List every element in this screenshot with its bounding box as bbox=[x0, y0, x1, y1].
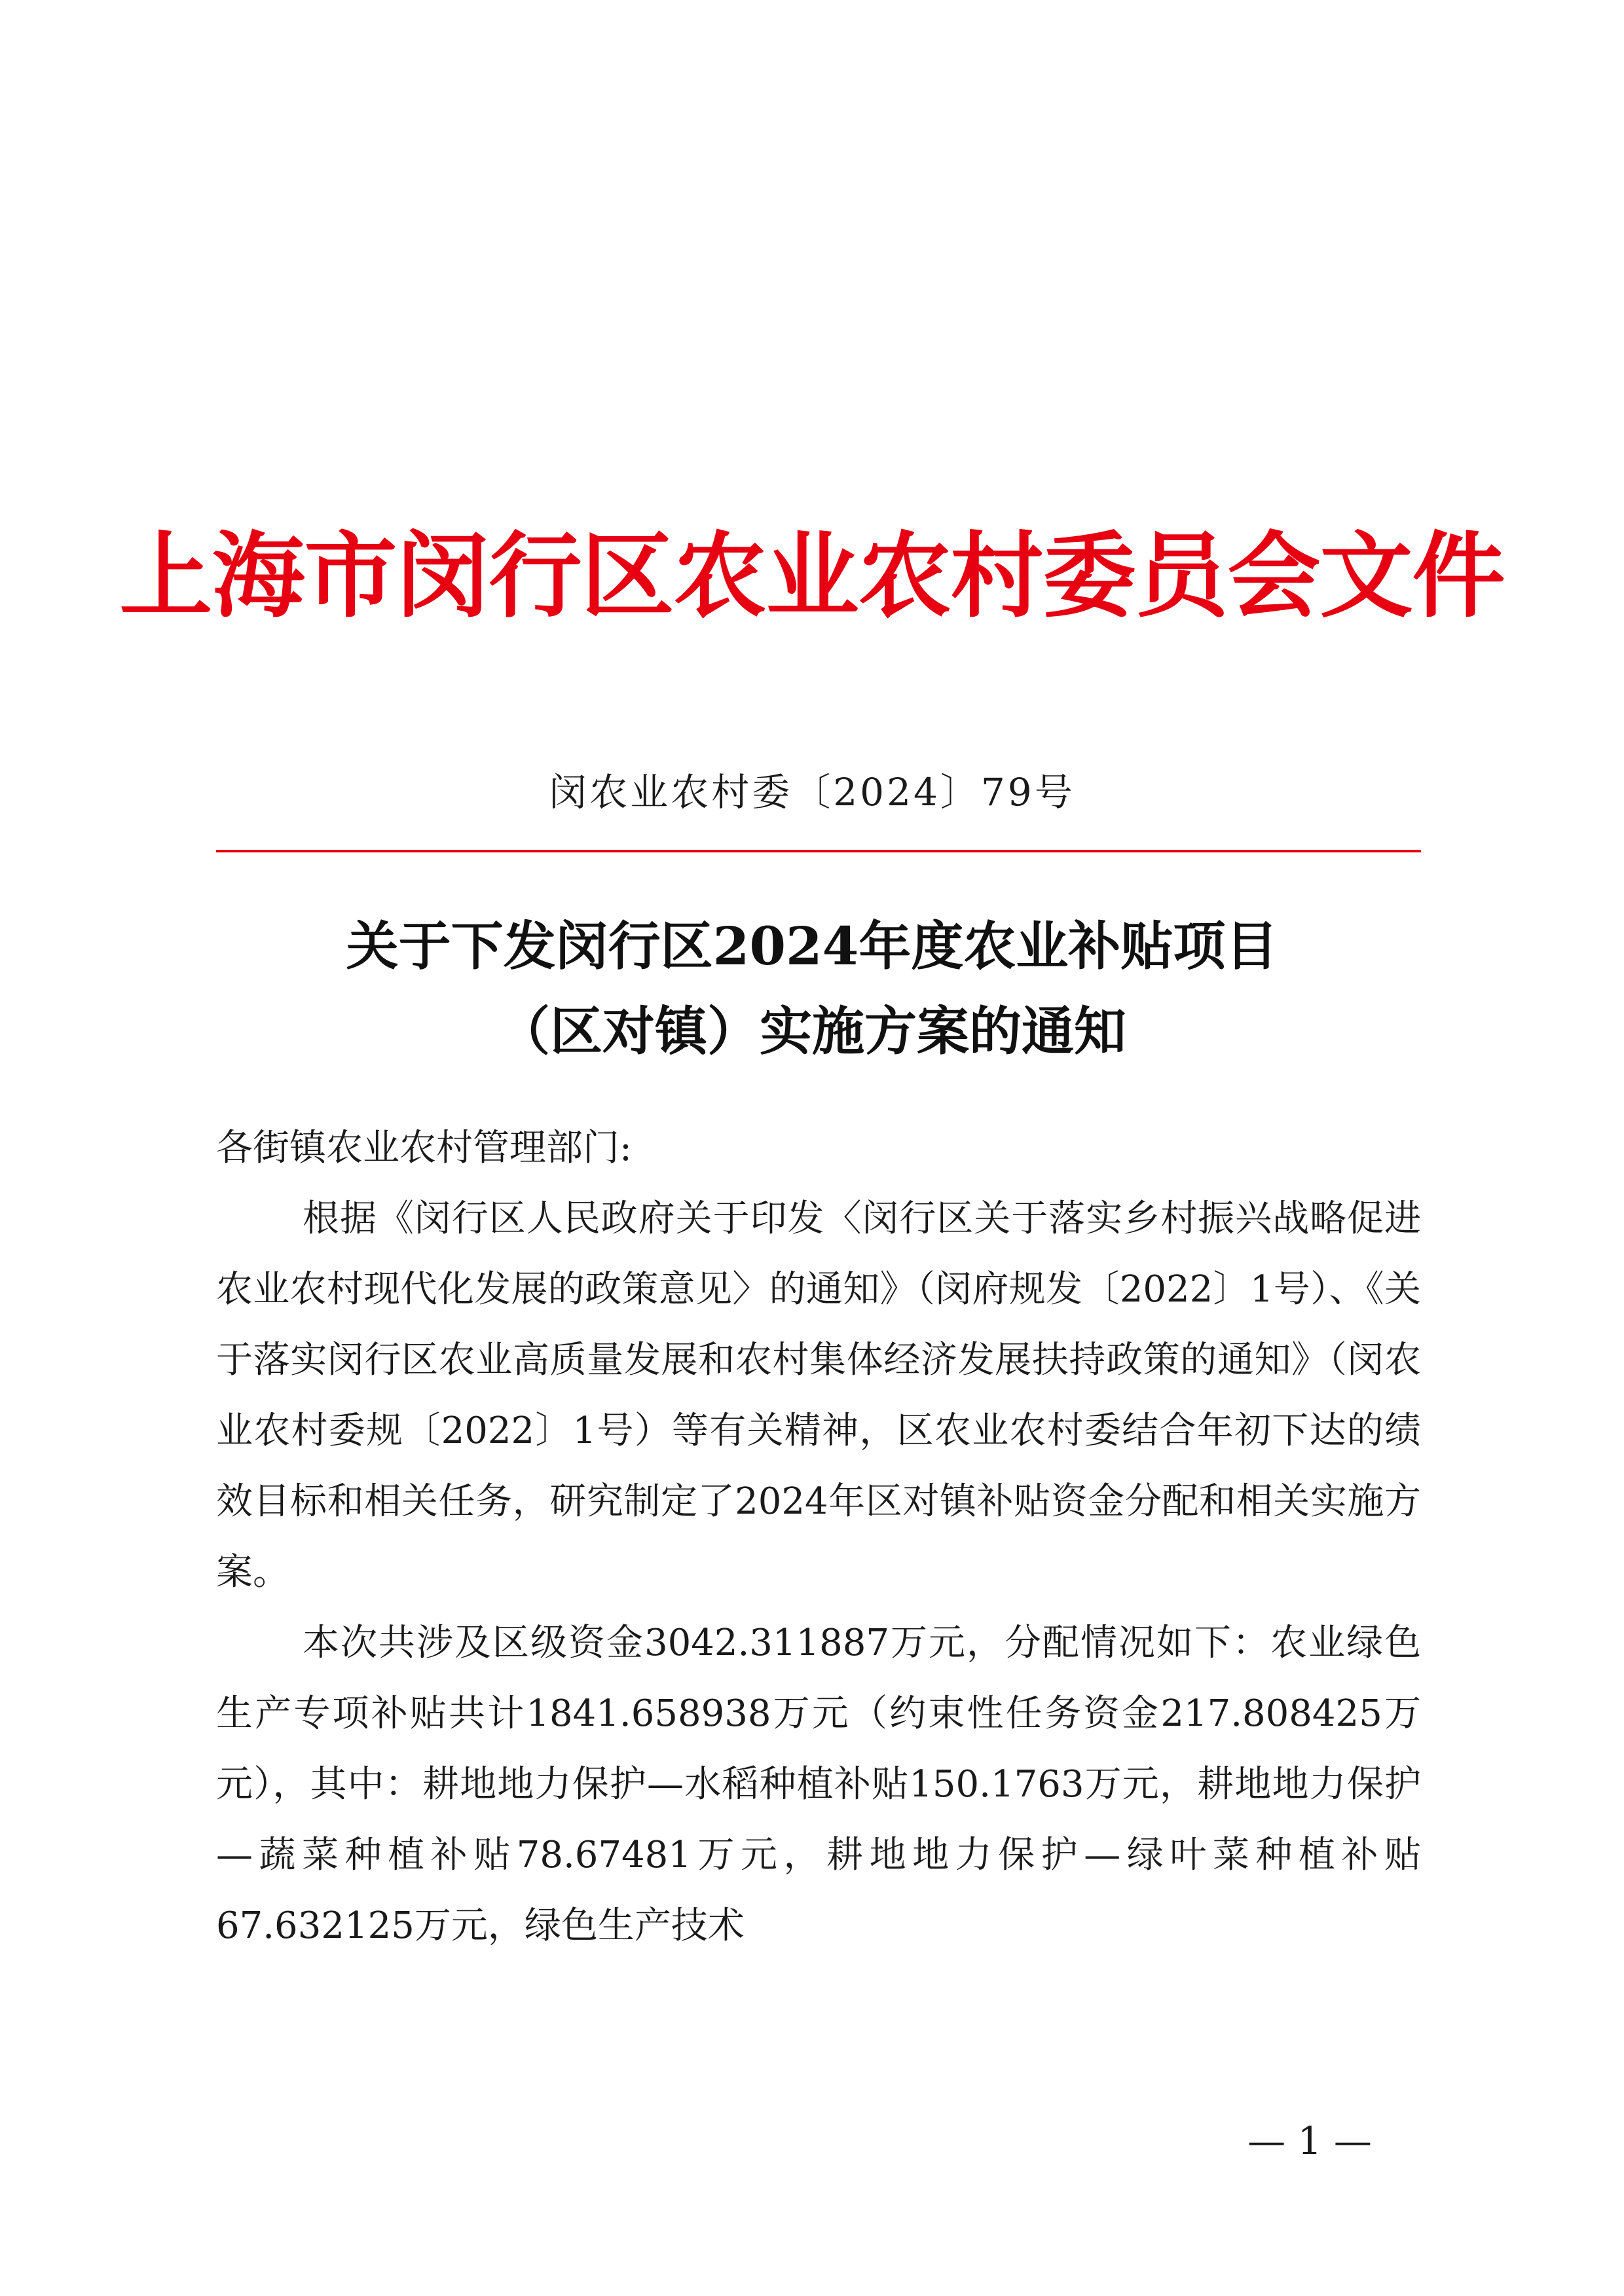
document-title bbox=[0, 903, 1624, 1074]
title-line-1: 关于下发闵行区2024年度农业补贴项目 bbox=[346, 915, 1278, 977]
title-line-2: （区对镇）实施方案的通知 bbox=[498, 1000, 1126, 1062]
body-paragraph-2: 本次共涉及区级资金3042.311887万元，分配情况如下：农业绿色生产专项补贴共计1841.658938万元（约束性任务资金217.808425万元），其中：耕地地力保护—水稻种植补贴150.1763万元，耕地地力保护—蔬菜种植补贴78.67481万元，耕地地力保护—绿叶菜种植补贴67.632125万元，绿色生产技术 bbox=[216, 1622, 1421, 1947]
page-number: — 1 — bbox=[1247, 2119, 1372, 2163]
red-divider-line bbox=[216, 850, 1421, 852]
issuer-header: 上海市闵行区农业农村委员会文件 bbox=[119, 522, 1505, 630]
document-body bbox=[216, 1113, 1421, 1961]
body-paragraph-1: 根据《闵行区人民政府关于印发〈闵行区关于落实乡村振兴战略促进农业农村现代化发展的政策意见〉的通知》（闵府规发〔2022〕1号）、《关于落实闵行区农业高质量发展和农村集体经济发展扶持政策的通知》（闵农业农村委规〔2022〕1号）等有关精神，区农业农村委结合年初下达的绩效目标和相关任务，研究制定了2024年区对镇补贴资金分配和相关实施方案。 bbox=[216, 1197, 1421, 1594]
document-number: 闵农业农村委〔2024〕79号 bbox=[549, 770, 1075, 814]
salutation: 各街镇农业农村管理部门: bbox=[216, 1127, 632, 1169]
